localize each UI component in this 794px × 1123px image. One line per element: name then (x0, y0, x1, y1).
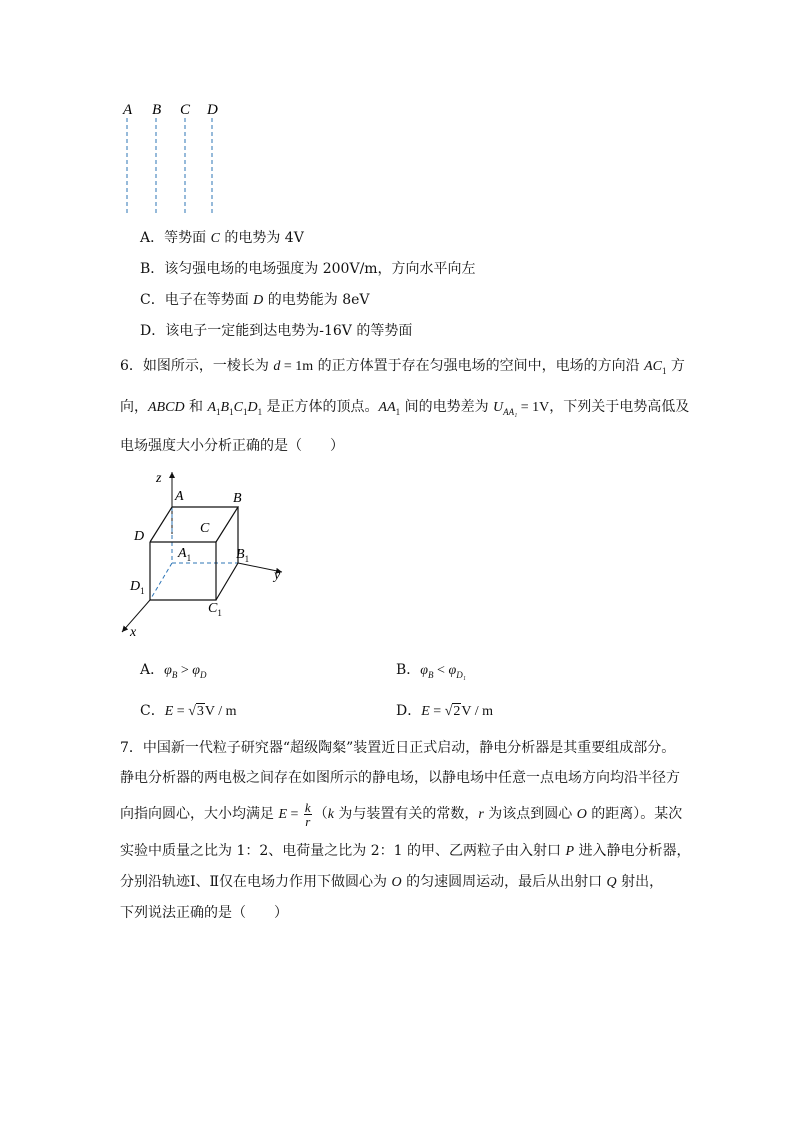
vertex-c1: $C_1$ (208, 601, 222, 618)
equipotential-figure (115, 96, 235, 218)
vertex-a1: $A_1$ (178, 546, 192, 563)
hidden-edge-a1-d1 (150, 563, 172, 600)
q6-option-c[interactable]: C．E = √3V / m (140, 703, 237, 719)
cube-right-face (216, 507, 238, 600)
q6-option-d[interactable]: D．E = √2V / m (396, 703, 494, 719)
q7-line-3: 向指向圆心，大小均满足 E = $\frac{k}{r}$ （k 为与装置有关的常数，r 为该点到圆心 O 的距离）。某次 (120, 799, 683, 829)
q5-option-a[interactable]: A．等势面 C 的电势为 4V (140, 230, 304, 246)
fraction-k-over-r: $\frac{k}{r}$ (304, 799, 311, 829)
label-c: C (180, 102, 191, 118)
q6-line-3: 电场强度大小分析正确的是（ ） (120, 438, 344, 454)
q7-line-6: 下列说法正确的是（ ） (120, 905, 288, 921)
vertex-c: C (200, 521, 210, 536)
q5-option-b[interactable]: B．该匀强电场的电场强度为 200V/m，方向水平向左 (140, 261, 476, 277)
q5-option-d[interactable]: D．该电子一定能到达电势为-16V 的等势面 (140, 323, 413, 339)
vertex-b: B (233, 491, 242, 506)
y-axis-label: y (274, 568, 281, 583)
z-axis-label: z (156, 471, 162, 486)
x-axis-label: x (130, 625, 137, 640)
q7-line-1: 7．中国新一代粒子研究器“超级陶粲”装置近日正式启动，静电分析器是其重要组成部分。 (120, 740, 676, 756)
label-a: A (123, 102, 133, 118)
q6-option-a[interactable]: A．$\varphi_B > \varphi_D$ (140, 662, 207, 680)
q5-option-c[interactable]: C．电子在等势面 D 的电势能为 8eV (140, 292, 370, 308)
vertex-b1: $B_1$ (236, 547, 250, 564)
cube-figure (110, 462, 300, 642)
q6-option-b[interactable]: B．$\varphi_B < \varphi_{D_1}$ (396, 662, 466, 680)
q7-line-2: 静电分析器的两电极之间存在如图所示的静电场，以静电场中任意一点电场方向均沿半径方 (120, 770, 680, 786)
vertex-d: D (134, 529, 145, 544)
q7-line-5: 分别沿轨迹Ⅰ、Ⅱ仅在电场力作用下做圆心为 O 的匀速圆周运动，最后从出射口 Q 射出， (120, 874, 664, 890)
q6-line-2: 向，ABCD 和 $A_1B_1C_1D_1$ 是正方体的顶点。$AA_1$ 间的电势差为 $U_{AA_1} = 1V$，下列关于电势高低及 (120, 399, 690, 417)
q7-line-4: 实验中质量之比为 1：2、电荷量之比为 2：1 的甲、乙两粒子由入射口 P 进入静电分析器， (120, 843, 691, 859)
label-b: B (152, 102, 162, 118)
label-d: D (207, 102, 218, 118)
vertex-a: A (175, 489, 184, 504)
q6-line-1: 6．如图所示，一棱长为 d = 1m 的正方体置于存在匀强电场的空间中，电场的方向沿 $AC_1$ 方 (120, 358, 685, 376)
cube-top-face (150, 507, 238, 542)
vertex-d1: $D_1$ (130, 579, 145, 596)
